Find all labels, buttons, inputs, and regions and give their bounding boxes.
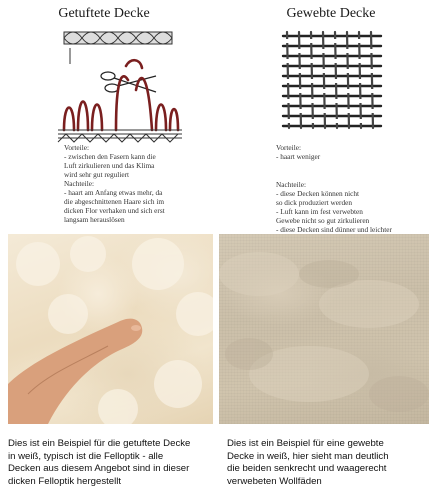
tufted-caption (8, 438, 213, 488)
text-line: - diese Decken können nicht (276, 189, 360, 198)
text-line: - zwischen den Fasern kann die (64, 152, 156, 161)
tufted-title: Getuftete Decke (58, 6, 150, 21)
braid-pattern (64, 32, 172, 44)
tufted-blanket-column (0, 0, 216, 500)
text-line: - diese Decken sind dünner und leichter (276, 225, 392, 234)
text-line: Vorteile: (64, 143, 89, 152)
backing (58, 130, 182, 142)
text-line: langsam herauslösen (64, 215, 125, 224)
text-line: Nachteile: (64, 179, 94, 188)
text-line: - Luft kann im fest verwebten (276, 207, 363, 216)
text-line: Luft zirkulieren und das Klima (64, 161, 155, 170)
tufted-pros-cons (64, 143, 214, 224)
caption-line: die beiden senkrecht und waagerecht (227, 463, 387, 474)
text-line: Vorteile: (276, 143, 301, 152)
tufted-blanket-photo (8, 234, 213, 424)
text-line: so dick produziert werden (276, 198, 352, 207)
caption-line: Dies ist ein Beispiel für eine gewebte (227, 438, 384, 449)
woven-blanket-column (217, 0, 433, 500)
caption-line: dicken Felloptik hergestellt (8, 475, 122, 487)
woven-blanket-photo (219, 234, 429, 424)
caption-line: in weiß, typisch ist die Felloptik - alle (8, 450, 164, 462)
text-line: die abgeschnittenen Haare sich im (64, 197, 165, 206)
caption-line: Dies ist ein Beispiel für die getuftete Decke (8, 438, 191, 449)
text-line: wird sehr gut reguliert (64, 170, 130, 179)
tufting-diagram (56, 30, 184, 148)
caption-line: verwebeten Wollfäden (227, 475, 322, 487)
caption-line: Decken aus diesem Angebot sind in dieser (8, 463, 190, 474)
text-line: Nachteile: (276, 180, 306, 189)
tuft-loops (64, 60, 178, 130)
text-line: dicken Flor verhaken und sich erst (64, 206, 165, 215)
text-line: - haart am Anfang etwas mehr, da (64, 188, 163, 197)
text-line: Gewebe nicht so gut zirkulieren (276, 216, 370, 225)
caption-line: Decke in weiß, hier sieht man deutlich (227, 450, 389, 462)
text-line: - haart weniger (276, 152, 321, 161)
woven-caption (227, 438, 432, 488)
woven-title: Gewebte Decke (286, 6, 376, 21)
woven-pros-cons (276, 143, 426, 234)
woven-fabric-diagram (277, 30, 387, 130)
